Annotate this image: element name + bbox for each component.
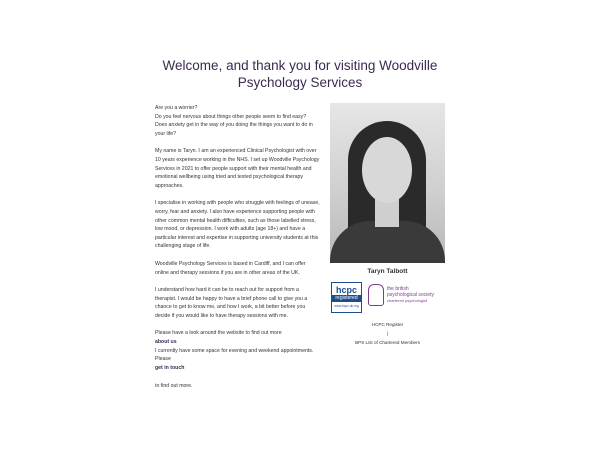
- intro-line: Do you feel nervous about things other people seem to find easy?: [155, 113, 307, 120]
- intro-line: Does anxiety get in the way of you doing the things you want to do in your life?: [155, 122, 313, 137]
- bps-line: chartered psychologist: [387, 298, 428, 303]
- space-text: I currently have some space for evening and weekend appointments. Please: [155, 347, 314, 363]
- about-paragraph: My name is Taryn. I am an experienced Clinical Psychologist with over 10 years experience working in the NHS. I set up Woodville Psychology Services in 2021 to offer people support with their mental health and emotional wellbeing using tried and tested psychological therapy approaches.: [155, 148, 320, 189]
- intro-line: Are you a worrier?: [155, 105, 198, 111]
- find-out-text: to find out more.: [155, 383, 193, 390]
- location-paragraph: Woodville Psychology Services is based in Cardiff, and I can offer online and therapy sessions if you are in other areas of the UK.: [155, 260, 306, 276]
- page-title: Welcome, and thank you for visiting Woodville Psychology Services: [162, 58, 438, 90]
- hcpc-register-link[interactable]: HCPC Register: [371, 322, 404, 327]
- accreditation-logos: [331, 282, 451, 314]
- register-links: [330, 320, 445, 347]
- hcpc-url-text: www.hcpc-uk.org: [334, 304, 359, 308]
- profile-name: Taryn Talbott: [367, 268, 408, 275]
- bps-register-link[interactable]: BPS List of Chartered Members: [355, 340, 420, 345]
- bps-logo[interactable]: [368, 283, 448, 313]
- bps-logo-text: [387, 286, 434, 304]
- register-separator: |: [386, 331, 389, 336]
- look-around-text: Please have a look around the website to find out more: [155, 330, 282, 337]
- understand-paragraph: I understand how hard it can be to reach out for support from a therapist. I would be happy to have a brief phone call to give you a chance to get to know me, and how I work, a bit better before you decide if you would like to have therapy sessions with me.: [155, 287, 308, 319]
- specialise-paragraph: I specialise in working with people who struggle with feelings of unease, worry, fear and anxiety. I also have experience supporting people with other common mental health difficulties, such as those labelled stress, low mood, or depression. I work with adults (age 18+) and have a particular interest and expertise in supporting university students at this challenging stage of life.: [155, 200, 320, 250]
- get-in-touch-link[interactable]: get in touch: [155, 364, 185, 371]
- hcpc-logo-text: hcpc: [335, 285, 357, 295]
- bps-line: the british: [387, 286, 409, 292]
- bps-crest-icon: [368, 284, 384, 306]
- profile-photo: [330, 103, 445, 263]
- cta-paragraph: [155, 329, 320, 372]
- bps-line: psychological society: [387, 292, 434, 298]
- photo-face-shape: [362, 137, 412, 203]
- intro-questions: [155, 104, 320, 138]
- photo-shoulders-shape: [330, 221, 445, 263]
- intro-column: [155, 104, 320, 400]
- hcpc-logo[interactable]: [331, 282, 362, 313]
- hcpc-registered-text: registered: [332, 295, 361, 302]
- about-us-link[interactable]: about us: [155, 339, 177, 346]
